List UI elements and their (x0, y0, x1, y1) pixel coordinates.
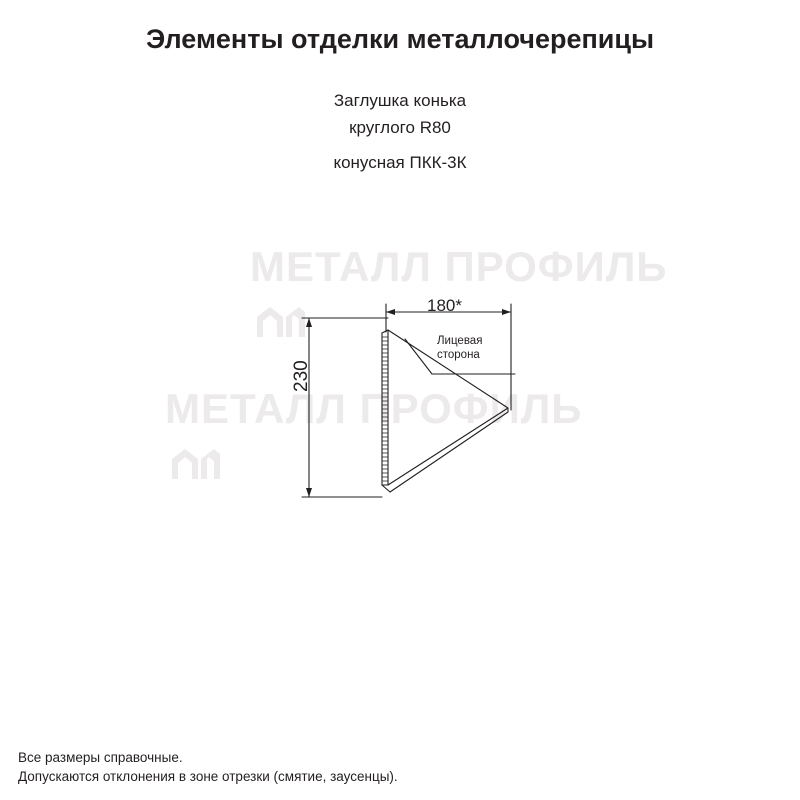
footnote-line-2: Допускаются отклонения в зоне отрезки (смятие, заусенцы). (18, 769, 398, 784)
dimension-label-width: 180* (427, 296, 462, 315)
technical-drawing (120, 200, 700, 620)
page-title: Элементы отделки металлочерепицы (145, 24, 655, 54)
footnote-line-1: Все размеры справочные. (18, 750, 183, 765)
drawing-svg (120, 200, 700, 620)
product-code-line: конусная ПКК-3К (333, 153, 467, 172)
crimped-edge-hatching (382, 337, 388, 481)
footnotes (18, 748, 398, 786)
annotation-face-side-line-1: Лицевая (437, 335, 483, 347)
dimension-label-height: 230 (291, 360, 312, 392)
annotation-face-side-line-2: сторона (437, 349, 480, 361)
product-name-line-2: круглого R80 (349, 118, 451, 137)
product-name-line-1: Заглушка конька (333, 91, 467, 110)
annotation-face-side (437, 334, 482, 362)
dimension-height-group (302, 318, 388, 497)
watermark-text-2: МЕТАЛЛ ПРОФИЛЬ (165, 385, 583, 432)
watermark-text-1: МЕТАЛЛ ПРОФИЛЬ (250, 243, 668, 290)
